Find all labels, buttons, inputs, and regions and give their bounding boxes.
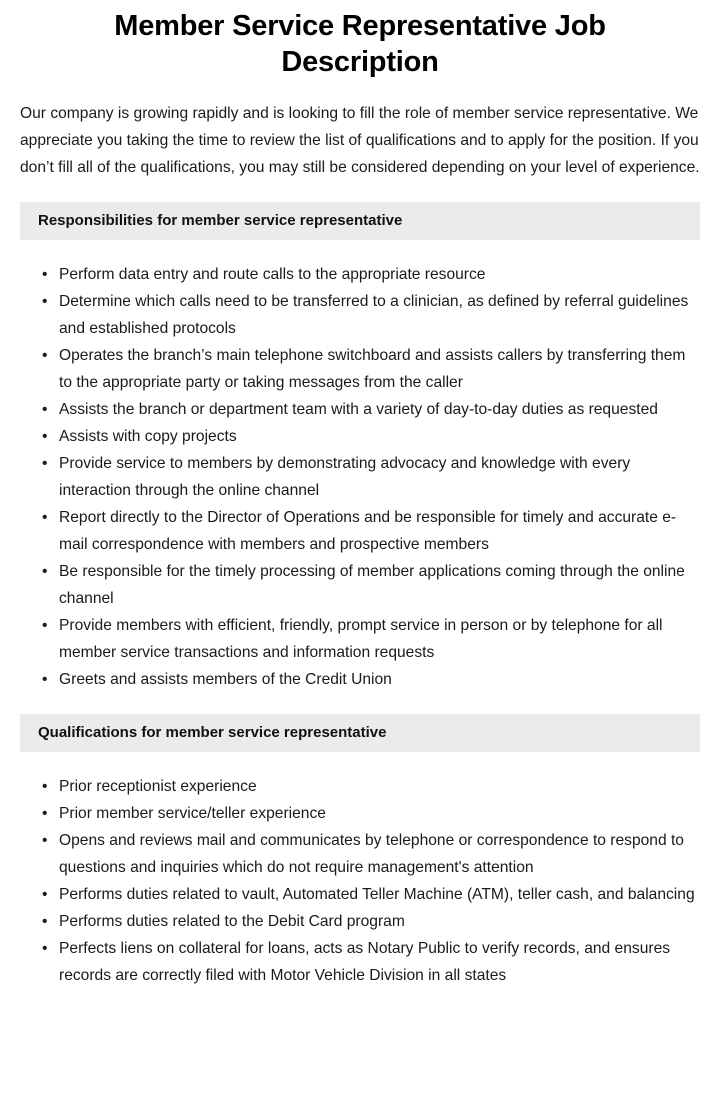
list-item [20,935,700,989]
bullet-icon: • [42,266,48,283]
list-item-text: Assists with copy projects [59,428,237,445]
intro-paragraph: Our company is growing rapidly and is looking to fill the role of member service representative. We appreciate you taking the time to review the list of qualifications and to apply for the position. If you don’t fill all of the qualifications, you may still be considered depending on your level of experience. [20,105,700,176]
list-item [20,450,700,504]
section-heading-label: Responsibilities for member service representative [38,212,403,229]
section-header-qualifications [20,714,700,752]
bullet-icon: • [42,293,48,310]
list-item-text: Provide service to members by demonstrating advocacy and knowledge with every interaction through the online channel [59,455,631,499]
bullet-icon: • [42,563,48,580]
bullet-icon: • [42,617,48,634]
bullet-icon: • [42,832,48,849]
list-item-text: Performs duties related to vault, Automated Teller Machine (ATM), teller cash, and balancing [59,886,695,903]
list-item-text: Prior member service/teller experience [59,805,326,822]
bullet-icon: • [42,913,48,930]
list-item [20,342,700,396]
list-item [20,288,700,342]
section-responsibilities [0,202,720,693]
list-item [20,827,700,881]
qualifications-list [0,752,720,989]
bullet-icon: • [42,401,48,418]
page-title: Member Service Representative Job Description [114,10,606,78]
list-item-text: Perform data entry and route calls to the appropriate resource [59,266,486,283]
bullet-icon: • [42,347,48,364]
section-header-responsibilities [20,202,700,240]
list-item [20,504,700,558]
list-item-text: Performs duties related to the Debit Card program [59,913,405,930]
list-item [20,881,700,908]
list-item-text: Assists the branch or department team with a variety of day-to-day duties as requested [59,401,658,418]
list-item-text: Provide members with efficient, friendly, prompt service in person or by telephone for all member service transactions and information requests [59,617,663,661]
list-item-text: Determine which calls need to be transferred to a clinician, as defined by referral guidelines and established protocols [59,293,689,337]
list-item-text: Perfects liens on collateral for loans, acts as Notary Public to verify records, and ensures records are correctly filed with Motor Vehicle Division in all states [59,940,671,984]
list-item-text: Be responsible for the timely processing of member applications coming through the online channel [59,563,685,607]
list-item-text: Opens and reviews mail and communicates by telephone or correspondence to respond to questions and inquiries which do not require management's attention [59,832,684,876]
list-item [20,666,700,693]
list-item-text: Prior receptionist experience [59,778,257,795]
responsibilities-list [0,240,720,693]
bullet-icon: • [42,428,48,445]
bullet-icon: • [42,455,48,472]
list-item [20,908,700,935]
bullet-icon: • [42,805,48,822]
bullet-icon: • [42,778,48,795]
list-item-text: Report directly to the Director of Operations and be responsible for timely and accurate e-mail correspondence with members and prospective members [59,509,677,553]
list-item [20,800,700,827]
section-qualifications [0,714,720,989]
bullet-icon: • [42,671,48,688]
list-item-text: Operates the branch’s main telephone switchboard and assists callers by transferring them to the appropriate party or taking messages from the caller [59,347,686,391]
list-item-text: Greets and assists members of the Credit Union [59,671,392,688]
list-item [20,261,700,288]
list-item [20,612,700,666]
list-item [20,396,700,423]
bullet-icon: • [42,940,48,957]
list-item [20,558,700,612]
list-item [20,773,700,800]
bullet-icon: • [42,886,48,903]
section-heading-label: Qualifications for member service representative [38,724,387,741]
bullet-icon: • [42,509,48,526]
list-item [20,423,700,450]
